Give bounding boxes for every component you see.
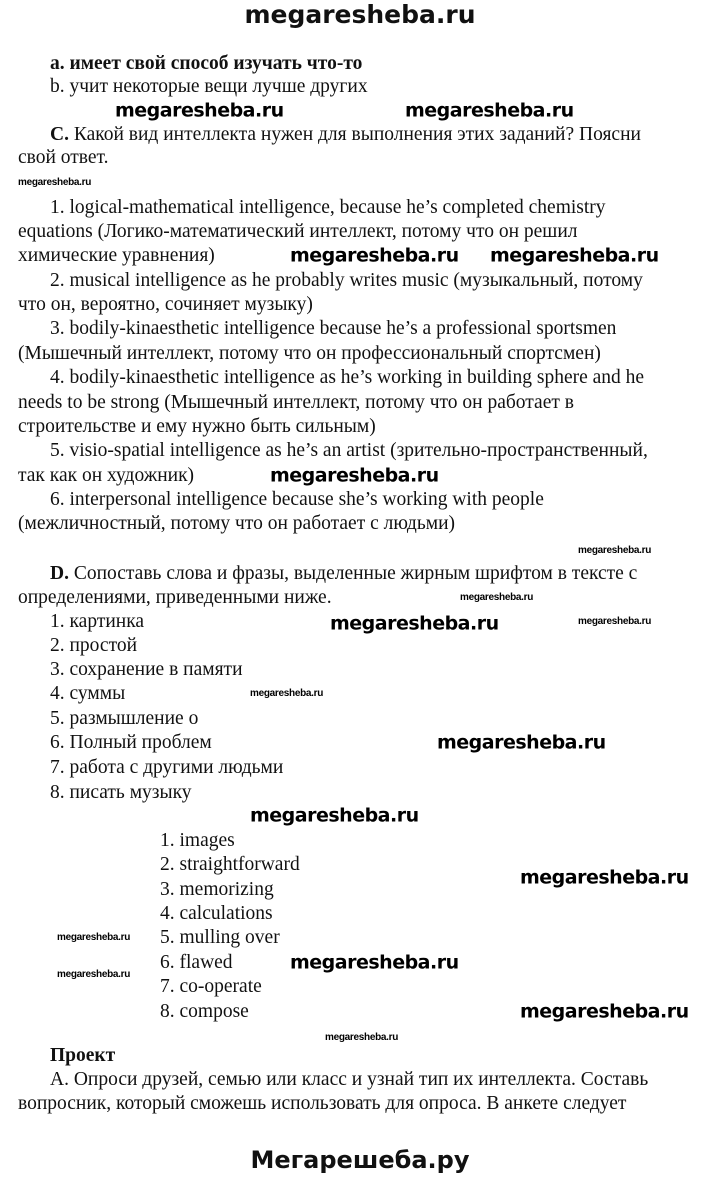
text-line [50, 439, 648, 463]
text-line [18, 293, 313, 317]
line-text: 4. суммы [50, 683, 126, 704]
line-text: 5. mulling over [160, 927, 280, 948]
line-text: a. имеет свой способ изучать что-то [50, 53, 363, 74]
line-text: Какой вид интеллекта нужен для выполнения этих заданий? Поясни [68, 124, 641, 145]
line-text: строительстве и ему нужно быть сильным) [18, 416, 376, 437]
watermark-small: megaresheba.ru [57, 932, 131, 943]
line-text: 3. bodily-kinaesthetic intelligence because he’s a professional sportsmen [50, 318, 617, 339]
watermark-small: megaresheba.ru [250, 688, 324, 699]
watermark-small: megaresheba.ru [325, 1032, 399, 1043]
watermark-big: megaresheba.ru [115, 99, 284, 122]
watermark-big: megaresheba.ru [250, 804, 419, 827]
watermark-big: megaresheba.ru [520, 1000, 689, 1023]
text-line [160, 829, 235, 853]
line-text: 5. размышление о [50, 708, 199, 729]
watermark-big: megaresheba.ru [437, 731, 606, 754]
line-text: 3. сохранение в памяти [50, 659, 243, 680]
text-line [50, 196, 606, 220]
line-text: свой ответ. [18, 147, 109, 168]
line-text: Сопоставь слова и фразы, выделенные жирным шрифтом в тексте с [68, 563, 638, 584]
section-label: D. [50, 563, 69, 584]
line-text: определениями, приведенными ниже. [18, 587, 332, 608]
line-text: 7. co-operate [160, 976, 262, 997]
line-text: что он, вероятно, сочиняет музыку) [18, 294, 313, 315]
text-line [18, 586, 332, 610]
text-line [50, 610, 144, 634]
line-text: 8. compose [160, 1001, 249, 1022]
line-text: 4. bodily-kinaesthetic intelligence as he’s working in building sphere and he [50, 367, 645, 388]
watermark-small: megaresheba.ru [460, 592, 534, 603]
text-line [18, 464, 194, 488]
watermark-big: megaresheba.ru [405, 99, 574, 122]
text-line [160, 926, 280, 950]
text-line [18, 220, 578, 244]
line-text: 7. работа с другими людьми [50, 757, 284, 778]
line-text: 6. flawed [160, 952, 233, 973]
text-line [50, 75, 368, 99]
text-line [50, 781, 192, 805]
watermark-big: megaresheba.ru [270, 464, 439, 487]
text-line [160, 975, 262, 999]
line-text: 2. straightforward [160, 854, 300, 875]
line-text: (Мышечный интеллект, потому что он профессиональный спортсмен) [18, 343, 601, 364]
watermark-big: megaresheba.ru [520, 866, 689, 889]
text-line [18, 342, 601, 366]
section-label: C. [50, 124, 69, 145]
text-line [50, 731, 212, 755]
text-line [160, 853, 300, 877]
watermark-big: megaresheba.ru [290, 244, 459, 267]
line-text: 6. Полный проблем [50, 732, 212, 753]
line-text: equations (Логико-математический интеллект, потому что он решил [18, 221, 578, 242]
watermark-small: megaresheba.ru [57, 969, 131, 980]
watermark-big: megaresheba.ru [490, 244, 659, 267]
text-line [160, 951, 233, 975]
text-line [50, 707, 198, 731]
line-text: 1. images [160, 830, 235, 851]
header-site-watermark: megaresheba.ru [244, 0, 476, 29]
watermark-big: megaresheba.ru [290, 951, 459, 974]
text-line [50, 756, 283, 780]
text-line [50, 562, 637, 586]
line-text: так как он художник) [18, 465, 195, 486]
line-text: b. учит некоторые вещи лучше других [50, 76, 368, 97]
line-text: 1. logical-mathematical intelligence, because he’s completed chemistry [50, 197, 606, 218]
text-line [50, 1044, 115, 1068]
line-text: 4. calculations [160, 903, 273, 924]
text-line [160, 902, 273, 926]
watermark-small: megaresheba.ru [18, 177, 92, 188]
text-line [50, 634, 137, 658]
line-text: вопросник, который сможешь использовать для опроса. В анкете следует [18, 1093, 627, 1114]
text-line [50, 1068, 648, 1092]
line-text: 5. visio-spatial intelligence as he’s an artist (зрительно-пространственный, [50, 440, 648, 461]
text-line [18, 415, 376, 439]
text-line [50, 366, 644, 390]
text-line [160, 1000, 249, 1024]
line-text: (межличностный, потому что он работает с людьми) [18, 513, 456, 534]
line-text: needs to be strong (Мышечный интеллект, потому что он работает в [18, 392, 574, 413]
footer-site-watermark: Мегарешеба.ру [250, 1146, 470, 1174]
text-line [50, 317, 616, 341]
text-line [50, 682, 125, 706]
line-text: 6. interpersonal intelligence because she’s working with people [50, 489, 544, 510]
text-line [50, 123, 641, 147]
line-text: Проект [50, 1045, 116, 1066]
watermark-small: megaresheba.ru [578, 616, 652, 627]
text-line [160, 878, 274, 902]
text-line [18, 146, 108, 170]
line-text: 3. memorizing [160, 879, 274, 900]
text-line [18, 512, 455, 536]
line-text: 1. картинка [50, 611, 145, 632]
text-line [18, 391, 574, 415]
line-text: А. Опроси друзей, семью или класс и узнай тип их интеллекта. Составь [50, 1069, 649, 1090]
text-line [50, 52, 362, 76]
text-line [50, 658, 243, 682]
text-line [50, 488, 544, 512]
line-text: 8. писать музыку [50, 782, 192, 803]
line-text: 2. musical intelligence as he probably writes music (музыкальный, потому [50, 270, 643, 291]
text-line [18, 244, 215, 268]
line-text: химические уравнения) [18, 245, 215, 266]
text-line [18, 1092, 626, 1116]
watermark-small: megaresheba.ru [578, 545, 652, 556]
line-text: 2. простой [50, 635, 138, 656]
text-line [50, 269, 643, 293]
watermark-big: megaresheba.ru [330, 612, 499, 635]
